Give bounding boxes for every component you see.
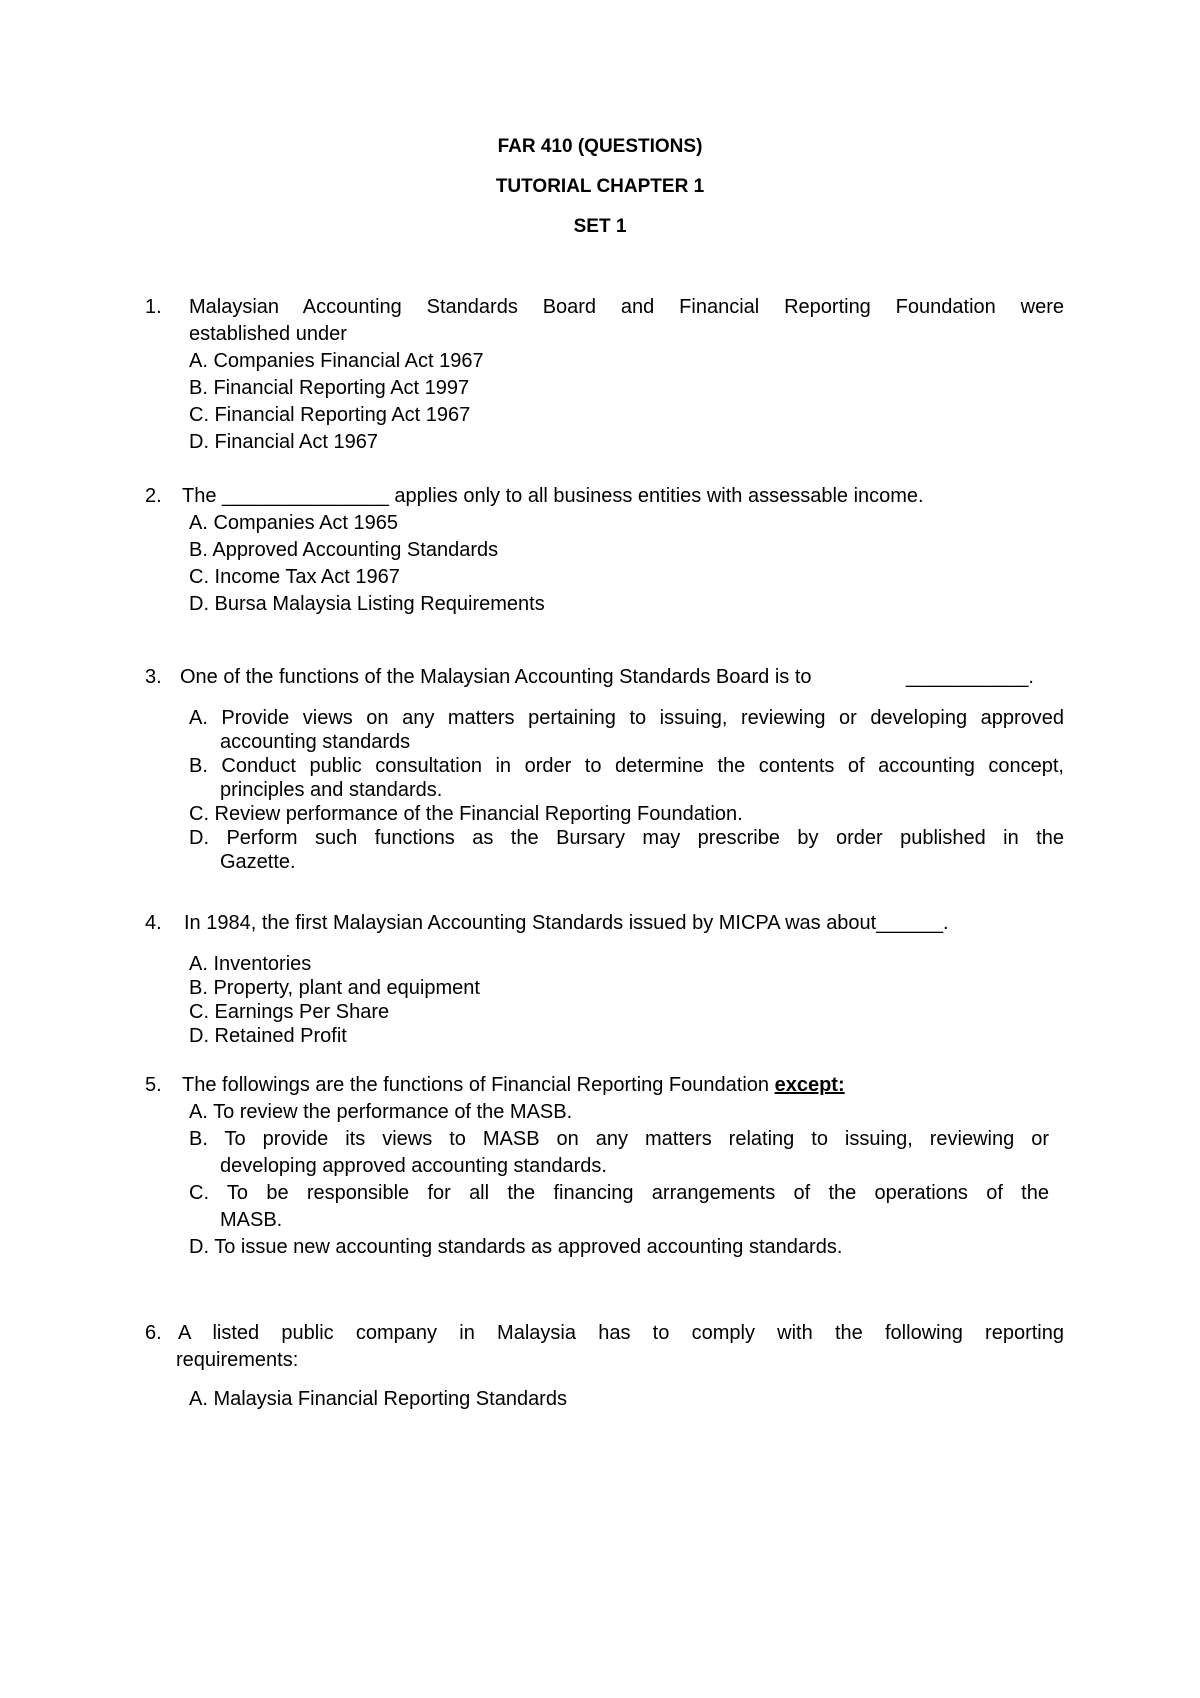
answer-option: D. To issue new accounting standards as approved accounting standards. (189, 1236, 843, 1258)
answer-option: C. Income Tax Act 1967 (189, 566, 400, 588)
answer-option: B. Approved Accounting Standards (189, 539, 499, 561)
question-stem: Malaysian Accounting Standards Board and Financial Reporting Foundation were (189, 296, 1064, 318)
document-title: FAR 410 (QUESTIONS) (497, 136, 703, 157)
answer-option-continued: MASB. (220, 1209, 283, 1231)
answer-option: A. Provide views on any matters pertaining to issuing, reviewing or developing approved (189, 707, 1064, 729)
answer-option: D. Perform such functions as the Bursary may prescribe by order published in the (189, 827, 1064, 849)
question-stem: One of the functions of the Malaysian Accounting Standards Board is to (180, 666, 812, 688)
question-stem: A listed public company in Malaysia has to comply with the following reporting (178, 1322, 1064, 1344)
answer-option-continued: principles and standards. (220, 779, 443, 801)
answer-option: A. Malaysia Financial Reporting Standards (189, 1388, 567, 1410)
question-stem-continued: requirements: (176, 1349, 299, 1371)
answer-option: A. Inventories (189, 953, 312, 975)
answer-option: B. To provide its views to MASB on any matters relating to issuing, reviewing or (189, 1128, 1049, 1150)
answer-option: C. Review performance of the Financial Reporting Foundation. (189, 803, 743, 825)
question-number: 4. (145, 912, 162, 934)
answer-option: D. Financial Act 1967 (189, 431, 378, 453)
question-number: 2. (145, 485, 162, 507)
question-number: 3. (145, 666, 162, 688)
answer-option-continued: Gazette. (220, 851, 296, 873)
answer-option: B. Property, plant and equipment (189, 977, 480, 999)
answer-option: D. Retained Profit (189, 1025, 347, 1047)
answer-option: C. Financial Reporting Act 1967 (189, 404, 471, 426)
question-number: 6. (145, 1322, 162, 1344)
answer-option: C. Earnings Per Share (189, 1001, 390, 1023)
question-stem: The _______________ applies only to all business entities with assessable income. (182, 485, 924, 507)
document-subtitle: TUTORIAL CHAPTER 1 (495, 176, 705, 197)
question-blank: ___________. (906, 666, 1034, 688)
answer-option: A. Companies Act 1965 (189, 512, 399, 534)
answer-option-continued: accounting standards (220, 731, 411, 753)
answer-option: C. To be responsible for all the financing arrangements of the operations of the (189, 1182, 1049, 1204)
emphasis-except: except: (774, 1074, 845, 1096)
answer-option: A. To review the performance of the MASB. (189, 1101, 573, 1123)
question-stem: In 1984, the first Malaysian Accounting Standards issued by MICPA was about______. (184, 912, 949, 934)
question-number: 1. (145, 296, 162, 318)
answer-option: B. Financial Reporting Act 1997 (189, 377, 470, 399)
set-label: SET 1 (573, 216, 627, 237)
answer-option: D. Bursa Malaysia Listing Requirements (189, 593, 545, 615)
question-stem-continued: established under (189, 323, 347, 345)
answer-option: A. Companies Financial Act 1967 (189, 350, 484, 372)
question-number: 5. (145, 1074, 162, 1096)
answer-option: B. Conduct public consultation in order to determine the contents of accounting concept, (189, 755, 1064, 777)
question-stem-text: The followings are the functions of Financial Reporting Foundation (182, 1074, 770, 1096)
answer-option-continued: developing approved accounting standards. (220, 1155, 607, 1177)
question-stem (182, 1072, 845, 1098)
